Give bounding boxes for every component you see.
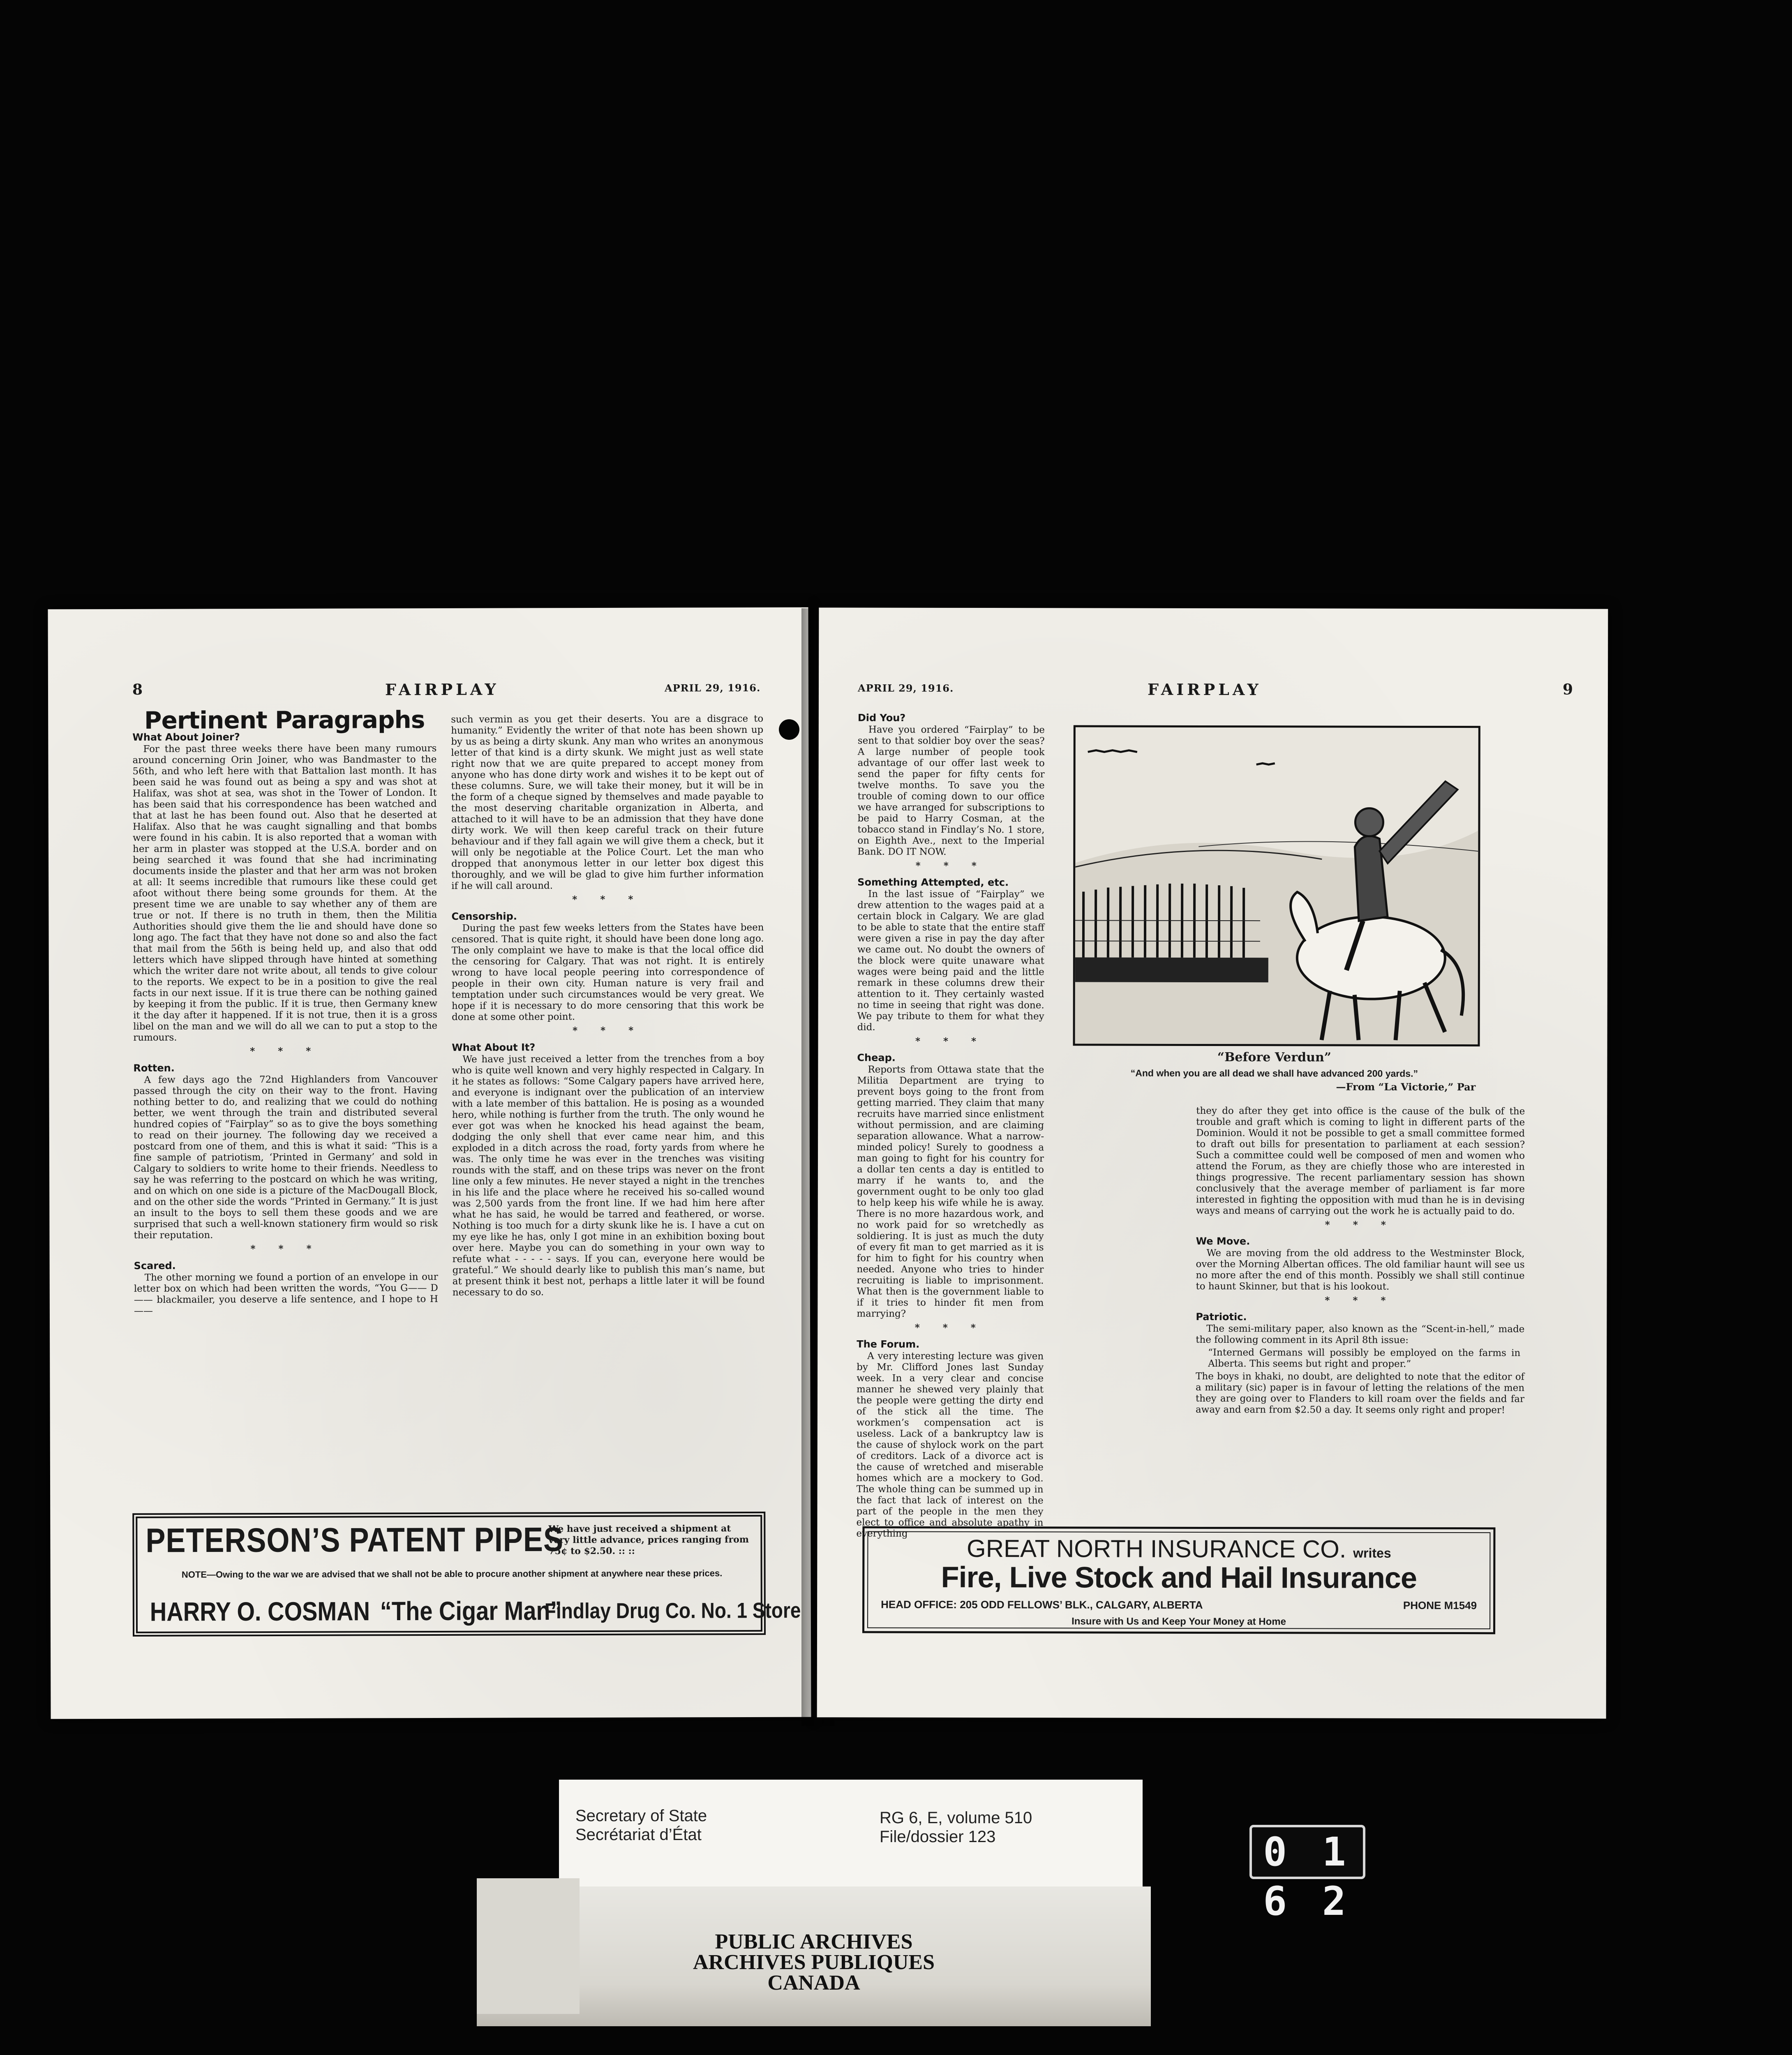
punch-hole-left (779, 719, 799, 740)
section-divider: * * * (915, 860, 986, 872)
article-joiner: For the past three weeks there have been many rumours around concerning Orin Joiner, who was Bandmaster to the 56th, and who left here with that Battalion last month. It has been said he was found out as being a spy and was shot at Halifax, was shot at sea, was shot in the Tower of London. It has been said that his correspondence has been watched and that at last he has been found out. Also that he deserted at Halifax. Also that he was caught signalling and that bombs were found in his cabin. It is also reported that a woman with her arm in plaster was stopped at the U.S.A. border and on being searched it was found that she had incriminating documents inside the plaster and that her arm was not broken at all: It seems incredible that rumours like these could get afoot without there being some grounds for them. At the present time we are unable to say whether any of them are true or not. If there is no truth in them, then the Militia Authorities should give them the lie and should have done so long ago. The fact that they have not done so and also the fact that mail from the 56th is being held up, and also that odd letters which have slipped through have hinted at something which the writer dare not write about, all tends to give colour to the reports. We expect to be in a position to give the real facts in our next issue. If it is true there can be nothing gained by keeping it from the public. If it is true, then Germany knew it the day after it happened. If it is not true, then it is a gross libel on the man and we will do all we can to put a stop to the rumours. (132, 743, 438, 1043)
archive-department (575, 1806, 707, 1844)
article-scared-continued: such vermin as you get their deserts. You are a disgrace to humanity.” Evidently the writer of that note has been shown up by us as being a dirty skunk. Any man who writes an anonymous letter of that kind is a dirty skunk. We might just as well state right now that we are quite prepared to accept money from anyone who has done dirty work and wishes it to be kept out of these columns. Sure, we will take their money, but it will be in the form of a cheque signed by themselves and made payable to the most deserving charitable organization in Alberta, and attached to it will have to be an admission that they have done dirty work. We will then keep careful track on their future behaviour and if they fall again we will give them a check, but it will only be negotiable at the Police Court. Let the man who dropped that anonymous letter in our letter box digest this thoroughly, and we will be glad to give him further information if he will call around. (451, 713, 764, 891)
section-divider: * * * (250, 1243, 321, 1255)
ad-insurance-contact (881, 1598, 1477, 1612)
caption-source: —From “La Victorie,” Par (1336, 1081, 1476, 1093)
illustration-caption (1048, 1050, 1500, 1093)
ad-insurance-lines: Fire, Live Stock and Hail Insurance (941, 1561, 1417, 1595)
heading-something-attempted: Something Attempted, etc. (857, 876, 1009, 889)
section-divider: * * * (1325, 1295, 1396, 1306)
ad-insurance-name: GREAT NORTH INSURANCE CO. (967, 1534, 1346, 1563)
heading-scared: Scared. (134, 1260, 176, 1272)
article-what-about-it: We have just received a letter from the trenches from a boy who is quite well known and very highly respected in Calgary. In it he states as follows: “Some Calgary papers have arrived here, and everyone is indignant over the publication of an interview with a late member of this battalion. He is posing as a wounded hero, while nothing is further from the truth. The only wound he ever got was when he knocked his head against the beam, dodging the only shell that ever came near him, and this exploded in a ditch across the road, forty yards from where he was. The only time he was ever in the trenches was visiting rounds with the staff, and on these trips was never on the front line only a few minutes. He never stayed a night in the trenches in his life and the place where he received his so-called wound was 2,500 yards from the front line. If we had him here after what he has said, he would be tarred and feathered, or worse. Nothing is too much for a dirty skunk like he is. I have a cut on my eye like he has, only I got mine in an exhibition boxing bout over here. Maybe you can do something in your own way to refute what - - - - - says. If you can, everyone here would be grateful.” We should dearly like to publish this man’s name, but at present think it best not, perhaps a little later it will be found necessary to do so. (452, 1053, 765, 1298)
stamp-line-3: CANADA (767, 1971, 860, 1995)
stamp-line-2: ARCHIVES PUBLIQUES (693, 1951, 935, 1974)
stamp-line-1: PUBLIC ARCHIVES (715, 1930, 913, 1953)
right-page (817, 607, 1608, 1718)
article-patriotic-quote: “Interned Germans will possibly be employed on the farms in Alberta. This seems but right and proper.” (1208, 1347, 1521, 1369)
article-forum-continued: they do after they get into office is the cause of the bulk of the trouble and graft which is coming to light in different parts of the Dominion. Would it not be possible to get a small committee formed to draft out bills for presentation to parliament at each session? Such a committee could well be composed of men and women who attend the Forum, as they are chiefly those who are interested in things progressive. The recent parliamentary session has shown conclusively that the average member of parliament is far more interested in fighting the opposition with mud than he is in devising ways and means of carrying out the work he is actually paid to do. (1196, 1105, 1525, 1217)
ad-insurance-company (864, 1534, 1493, 1564)
department-fr: Secrétariat d’État (575, 1826, 702, 1844)
issue-date: APRIL 29, 1916. (664, 681, 761, 694)
article-patriotic-comment: The boys in khaki, no doubt, are delighted to note that the editor of a military (sic) paper is in favour of letting the relations of the men they are going over to Flanders to kill roam over the fields and far away and earn from $2.50 a day. It seems only right and proper! (1195, 1371, 1525, 1416)
right-column-1 (856, 712, 1045, 1539)
section-divider: * * * (250, 1045, 321, 1057)
left-page (48, 607, 811, 1719)
heading-the-forum: The Forum. (857, 1338, 920, 1350)
ad-pipes-merchant: HARRY O. COSMAN (150, 1596, 370, 1627)
department-en: Secretary of State (575, 1807, 707, 1825)
ad-pipes-offer: We have just received a shipment at very little advance, prices ranging from 75¢ to $2.50. :: :: (548, 1523, 749, 1557)
caption-quote: “And when you are all dead we shall have advanced 200 yards.” (1130, 1067, 1418, 1079)
heading-did-you: Did You? (857, 712, 906, 724)
article-the-forum: A very interesting lecture was given by Mr. Clifford Jones last Sunday week. In a very clear and concise manner he shewed very plainly that the people were getting the dirty end of the stick all the time. The workmen’s compensation act is useless. Lack of a bankruptcy law is the cause of shylock work on the part of creditors. Lack of a divorce act is the cause of wretched and miserable homes which are a mockery to God. The whole thing can be summed up in the fact that lack of interest on the part of the people in the men they elect to office and absolute apathy in everything (856, 1351, 1044, 1539)
masthead: FAIRPLAY (385, 680, 499, 699)
ad-pipes-footer (150, 1595, 801, 1627)
cartoon-illustration (1073, 725, 1480, 1046)
section-divider: * * * (914, 1322, 986, 1334)
section-divider: * * * (573, 1025, 644, 1037)
heading-censorship: Censorship. (451, 910, 517, 922)
ad-pipes-title: PETERSON’S PATENT PIPES (145, 1521, 564, 1560)
archive-stamp (477, 1932, 1151, 1993)
newspaper-spread (49, 608, 1607, 1726)
archive-reference (880, 1808, 1032, 1846)
heading-rotten: Rotten. (133, 1062, 175, 1074)
ad-pipes-note: NOTE—Owing to the war we are advised that we shall not be able to procure another shipment at anywhere near these prices. (181, 1568, 723, 1580)
heading-cheap: Cheap. (857, 1052, 896, 1064)
running-head (819, 679, 1608, 705)
record-group: RG 6, E, volume 510 (880, 1809, 1032, 1827)
ad-insurance-writes: writes (1353, 1545, 1391, 1561)
issue-date: APRIL 29, 1916. (857, 682, 954, 694)
article-rotten: A few days ago the 72nd Highlanders from Vancouver passed through the city on their way to the front. Having nothing better to do, and realizing that we could do nothing better, we went through the train and distributed several hundred copies of “Fairplay” so as to give the boys something to read on their journey. The following day we received a postcard from one of them, and this is what it said: “This is a fine sample of patriotism, ‘Printed in Germany’ and sold in Calgary to soldiers to write home to their friends. Needless to say he was referring to the postcard on which he was writing, and on which on one side is a picture of the MacDougall Block, and on the other side the words “Printed in Germany.” It is just an insult to the boys to sell them these goods and we are surprised that such a well-known stationery firm would so risk their reputation. (133, 1074, 438, 1241)
advertisement-insurance (862, 1526, 1495, 1635)
right-column-2 (1196, 1106, 1525, 1488)
section-divider: * * * (915, 1035, 986, 1047)
ad-pipes-slogan: “The Cigar Man” (380, 1596, 562, 1626)
left-column-1 (132, 706, 439, 1504)
headline: Pertinent Paragraphs (144, 706, 425, 734)
page-number: 8 (132, 681, 143, 698)
ad-insurance-phone: PHONE M1549 (1403, 1599, 1477, 1612)
heading-patriotic: Patriotic. (1196, 1311, 1247, 1323)
archive-stamp-band (477, 1886, 1151, 2026)
article-something-attempted: In the last issue of “Fairplay” we drew attention to the wages paid at a certain block in Calgary. We are glad to be able to state that the entire staff were given a rise in pay the day after we came out. No doubt the owners of the block were quite unaware what wages were being paid and the little remark in these columns drew their attention to it. They certainly wasted no time in seeing that right was done. We pay tribute to them for what they did. (857, 889, 1045, 1033)
heading-what-about-it: What About It? (452, 1041, 536, 1053)
left-column-2 (451, 713, 765, 1503)
article-we-move: We are moving from the old address to the Westminster Block, over the Morning Albertan offices. The old familiar haunt will see us no more after the end of this month. Possibly we shall still continue to haunt Skinner, but that is his lookout. (1196, 1247, 1525, 1292)
ad-insurance-office: HEAD OFFICE: 205 ODD FELLOWS’ BLK., CALGARY, ALBERTA (881, 1598, 1203, 1611)
page-number: 9 (1562, 681, 1573, 698)
article-cheap: Reports from Ottawa state that the Militia Department are trying to prevent boys going to the front from getting married. They claim that many recruits have married since enlistment without permission, and are claiming separation allowance. What a narrow-minded policy! Surely to goodness a man going to fight for his country for a dollar ten cents a day is entitled to marry if he wants to, and the government ought to be only too glad to help keep his wife while he is away. There is no more hazardous work, and no work paid for so wretchedly as soldiering. It is just as much the duty of every fit man to get married as it is for him to fight for his country when needed. Anyone who tries to hinder recruiting is liable to imprisonment. What then is the government liable to if it tries to hinder fit men from marrying? (857, 1064, 1044, 1319)
article-scared: The other morning we found a portion of an envelope in our letter box on which had been written the words, “You G—— D—— blackmailer, you deserve a life sentence, and I hope to H—— (134, 1271, 438, 1316)
caption-title: “Before Verdun” (1217, 1050, 1332, 1065)
article-patriotic: The semi-military paper, also known as the “Scent-in-hell,” made the following comment in its April 8th issue: (1196, 1323, 1525, 1346)
microfilm-frame-number: 0 1 6 2 (1249, 1825, 1365, 1879)
section-divider: * * * (1325, 1219, 1396, 1231)
section-divider: * * * (572, 894, 643, 905)
advertisement-pipes (132, 1512, 801, 1637)
file-number: File/dossier 123 (880, 1828, 996, 1846)
article-censorship: During the past few weeks letters from the States have been censored. That is quite right, it should have been done long ago. The only complaint we have to make is that the local office did the censoring for Calgary. That was not right. It is entirely wrong to have local people peering into correspondence of people in their own city. Human nature is very frail and temptation under such circumstances would be very great. We hope if it is necessary to do more censoring that this work be done at some other point. (451, 922, 764, 1023)
cavalry-officer-drawing (1075, 727, 1478, 1044)
heading-what-about-joiner: What About Joiner? (132, 731, 240, 743)
running-head (48, 679, 808, 706)
heading-we-move: We Move. (1196, 1235, 1250, 1247)
ad-insurance-slogan: Insure with Us and Keep Your Money at Home (1072, 1616, 1286, 1628)
article-did-you: Have you ordered “Fairplay” to be sent to that soldier boy over the seas? A large number of people took advantage of our offer last week to send the paper for fifty cents for twelve months. To save you the trouble of coming down to our office we have arranged for subscriptions to be paid to Harry Cosman, at the tobacco stand in Findlay’s No. 1 store, on Eighth Ave., next to the Imperial Bank. DO IT NOW. (857, 724, 1045, 857)
ad-pipes-store: Findlay Drug Co. No. 1 Store (544, 1598, 801, 1623)
masthead: FAIRPLAY (1147, 680, 1262, 699)
